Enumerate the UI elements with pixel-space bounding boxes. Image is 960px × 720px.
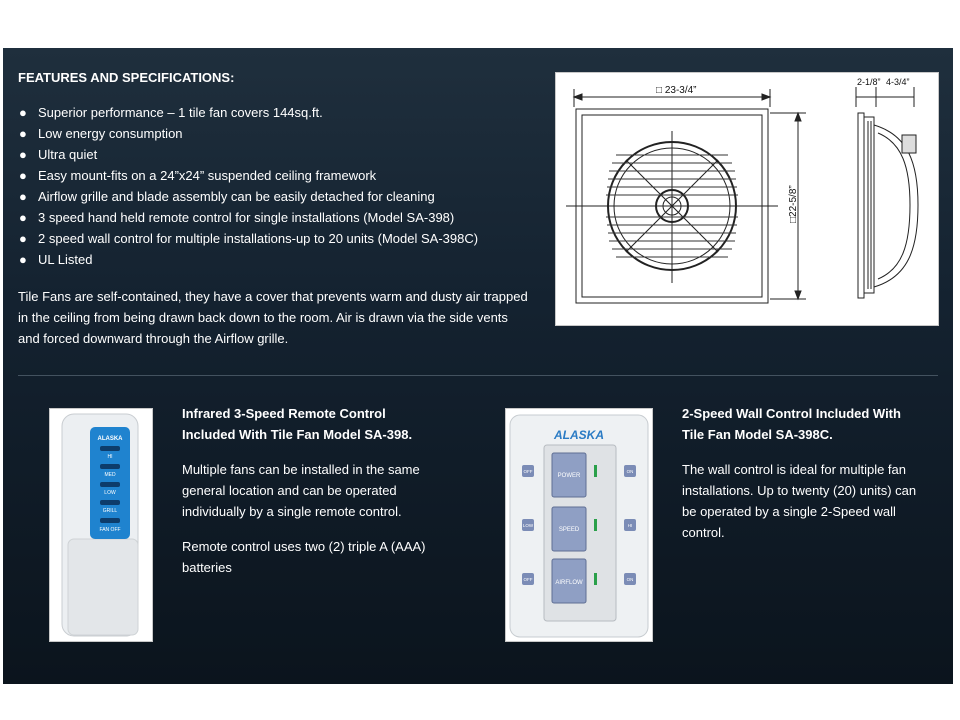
wall-text-line: The wall control is ideal for multiple fan bbox=[682, 462, 906, 477]
bullet-icon: ● bbox=[19, 168, 27, 183]
remote-button-med: MED bbox=[104, 472, 116, 478]
remote-heading-line-1: Infrared 3-Speed Remote Control bbox=[182, 406, 386, 421]
dimension-diagram bbox=[555, 72, 939, 326]
remote-button-hi: HI bbox=[107, 454, 113, 460]
features-title: FEATURES AND SPECIFICATIONS: bbox=[18, 70, 235, 85]
bullet-icon: ● bbox=[19, 126, 27, 141]
wall-text-line: be operated by a single 2-Speed wall bbox=[682, 504, 896, 519]
remote-heading-line-2: Included With Tile Fan Model SA-398. bbox=[182, 427, 413, 442]
wall-control-photo bbox=[505, 408, 653, 642]
list-item: ● Airflow grille and blade assembly can be easily detached for cleaning bbox=[18, 186, 478, 207]
wall-tag-on: ON bbox=[626, 577, 634, 582]
wall-switch-airflow: AIRFLOW bbox=[555, 580, 583, 586]
bullet-icon: ● bbox=[19, 147, 27, 162]
remote-text-line: batteries bbox=[182, 560, 232, 575]
remote-brand-logo: ALASKA bbox=[97, 436, 123, 442]
description: Tile Fans are self-contained, they have a cover that prevents warm and dusty air trapped in the ceiling from being drawn back down to the room. Air is drawn via the side vents and forced downward through the Airflow grille. bbox=[18, 289, 528, 346]
height-label: □22-5/8” bbox=[788, 185, 799, 223]
width-label: □ 23-3/4” bbox=[656, 85, 697, 96]
wall-tag-off: OFF bbox=[523, 577, 533, 582]
remote-button-low: LOW bbox=[104, 490, 116, 496]
wall-tag-on: ON bbox=[626, 469, 634, 474]
wall-heading-line-1: 2-Speed Wall Control Included With bbox=[682, 406, 901, 421]
remote-text-line: general location and can be operated bbox=[182, 483, 397, 498]
list-item: ● Easy mount-fits on a 24”x24” suspended ceiling framework bbox=[18, 165, 478, 186]
remote-text-line: individually by a single remote control. bbox=[182, 504, 402, 519]
wall-heading-line-2: Tile Fan Model SA-398C. bbox=[682, 427, 833, 442]
list-item: ● Ultra quiet bbox=[18, 144, 478, 165]
bullet-icon: ● bbox=[19, 105, 27, 120]
list-item: ● Low energy consumption bbox=[18, 123, 478, 144]
side-depth-label: 2-1/8” bbox=[857, 77, 881, 87]
wall-switch-power: POWER bbox=[557, 473, 581, 479]
remote-photo bbox=[49, 408, 153, 642]
divider bbox=[18, 375, 938, 376]
wall-tag-off: OFF bbox=[523, 469, 533, 474]
remote-text-line: Remote control uses two (2) triple A (AAA) bbox=[182, 539, 426, 554]
side-height-label: 4-3/4” bbox=[886, 77, 910, 87]
slide bbox=[3, 48, 953, 684]
remote-button-fan-off: FAN OFF bbox=[99, 527, 121, 533]
dimension-drawing bbox=[556, 73, 938, 325]
wall-switch-speed: SPEED bbox=[558, 527, 580, 533]
remote-button-grill: GRILL bbox=[102, 508, 118, 514]
wall-brand-logo: ALASKA bbox=[554, 428, 604, 442]
bullet-icon: ● bbox=[19, 189, 27, 204]
bullet-icon: ● bbox=[19, 252, 27, 267]
list-item: ● 2 speed wall control for multiple installations-up to 20 units (Model SA-398C) bbox=[18, 228, 478, 249]
wall-text-line: control. bbox=[682, 525, 725, 540]
wall-tag-low: LOW bbox=[522, 523, 534, 528]
list-item: ● Superior performance – 1 tile fan covers 144sq.ft. bbox=[18, 102, 478, 123]
wall-text-line: installations. Up to twenty (20) units) can bbox=[682, 483, 917, 498]
features-list bbox=[18, 102, 478, 270]
bullet-icon: ● bbox=[19, 210, 27, 225]
bullet-icon: ● bbox=[19, 231, 27, 246]
wall-tag-hi: HI bbox=[627, 523, 633, 528]
remote-text-line: Multiple fans can be installed in the same bbox=[182, 462, 420, 477]
list-item: ● UL Listed bbox=[18, 249, 478, 270]
list-item: ● 3 speed hand held remote control for single installations (Model SA-398) bbox=[18, 207, 478, 228]
